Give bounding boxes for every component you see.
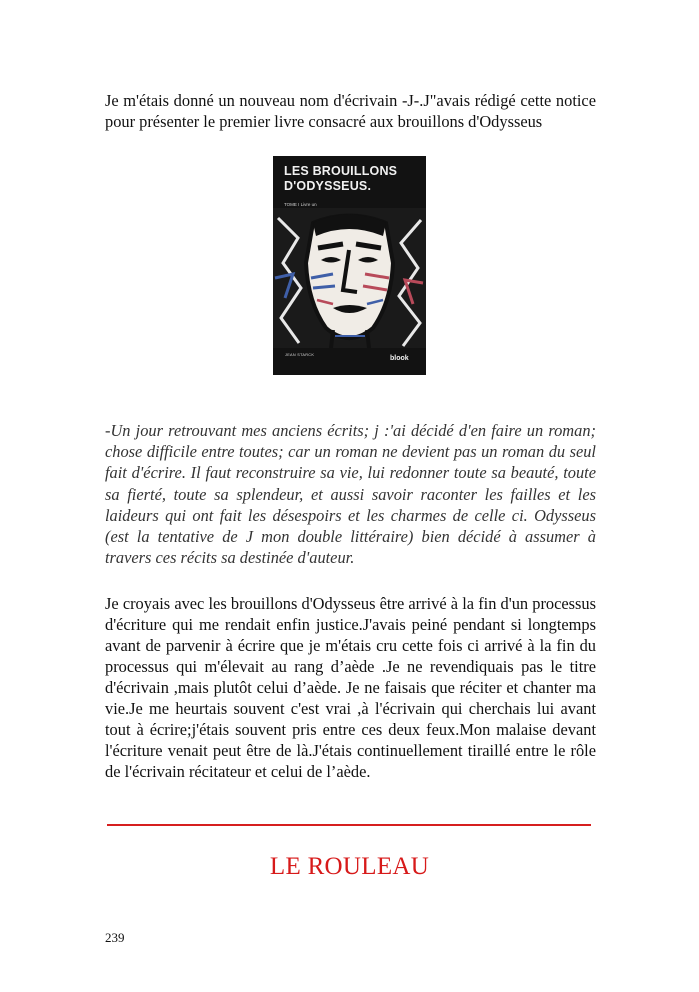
body-paragraph: Je croyais avec les brouillons d'Odysseus être arrivé à la fin d'un processus d'écriture qui me rendait enfin justice.J'avais peiné pendant si longtemps avant de parvenir à écrire que je m'étais cru cette fois ci arrivé à la fin du processus qui m'élevait au rang d’aède .Je ne revendiquais pas le titre d'écrivain ,mais plutôt celui d’aède. Je ne faisais que réciter et chanter ma vie.Je me heurtais souvent c'est vrai ,à l'écrivain qui cherchais lui avant tout à écrire;j'étais souvent pris entre ces deux feux.Mon malaise devant l'écriture venait peut être de là.J'étais continuellement tiraillé entre le rôle de l'écrivain récitateur et celui de l’aède. [105,594,596,781]
cover-face-illustration [273,208,426,348]
book-cover-image [273,156,426,375]
quote-paragraph: -Un jour retrouvant mes anciens écrits; j :'ai décidé d'en faire un roman; chose difficile entre toutes; car un roman ne devient pas un roman du seul fait d'écrire. Il faut reconstruire sa vie, lui redonner toute sa beauté, toute sa fierté, toute sa splendeur, et aussi savoir raconter les failles et les laideurs qui ont fait les désespoirs et les charmes de celle ci. Odysseus (est la tentative de J mon double littéraire) bien décidé à assumer à travers ces récits sa destinée d'auteur. [105,421,596,568]
section-title: LE ROULEAU [269,853,430,880]
book-cover-subtitle: TOME I Livre un [284,202,317,207]
page-number: 239 [105,930,125,945]
book-cover-author: JEAN STARCK [285,353,315,357]
book-cover-publisher-logo: blook [390,355,409,362]
intro-paragraph: Je m'étais donné un nouveau nom d'écrivain -J-.J"avais rédigé cette notice pour présenter le premier livre consacré aux brouillons d'Odysseus [105,91,596,131]
book-cover-title: LES BROUILLONS D'ODYSSEUS. [284,164,398,193]
section-divider [107,824,591,826]
